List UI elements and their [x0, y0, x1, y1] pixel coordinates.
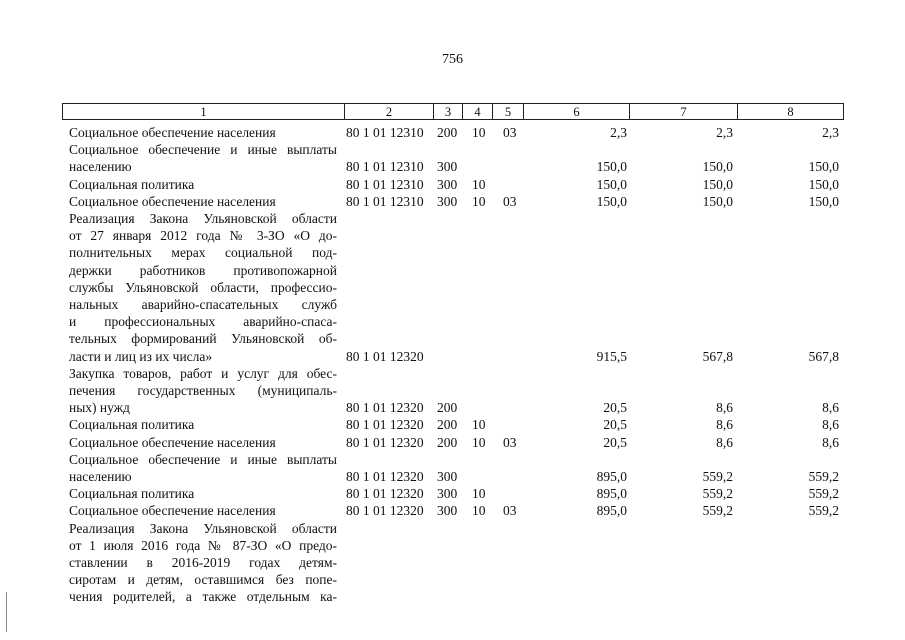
row-subsection: 03: [503, 503, 517, 519]
row-name: полнительных мерах социальной под-: [69, 245, 337, 261]
table-row: [0, 571, 905, 588]
row-value-col7: 150,0: [702, 176, 733, 192]
row-expense-type: 200: [437, 417, 458, 433]
row-value-col6: 150,0: [596, 193, 627, 209]
header-cell: 6: [523, 104, 629, 119]
row-name: тельных формирований Ульяновской об-: [69, 331, 337, 347]
row-name: нальных аварийно-спасательных служб: [69, 297, 337, 312]
row-name: ных) нужд: [69, 400, 130, 416]
table-row: [0, 279, 905, 296]
row-name: населению: [69, 159, 132, 175]
row-value-col7: 2,3: [716, 125, 733, 140]
row-value-col7: 150,0: [702, 159, 733, 175]
table-row: [0, 399, 905, 416]
row-section: 10: [472, 503, 486, 519]
row-value-col6: 20,5: [603, 434, 627, 450]
row-value-col8: 567,8: [808, 348, 839, 364]
row-section: 10: [472, 486, 486, 502]
header-cell: 7: [629, 104, 737, 119]
table-row: [0, 485, 905, 502]
table-row: [0, 262, 905, 279]
row-code: 80 1 01 12310: [346, 193, 424, 209]
row-value-col6: 895,0: [596, 503, 627, 519]
row-value-col7: 150,0: [702, 193, 733, 209]
row-name: ласти и лиц из их числа»: [69, 348, 213, 364]
row-name: Социальное обеспечение и иные выплаты: [69, 451, 337, 467]
row-expense-type: 200: [437, 125, 458, 140]
row-value-col6: 915,5: [596, 348, 627, 364]
row-code: 80 1 01 12320: [346, 503, 424, 519]
row-section: 10: [472, 417, 486, 433]
row-value-col8: 150,0: [808, 193, 839, 209]
row-code: 80 1 01 12320: [346, 434, 424, 450]
row-value-col6: 895,0: [596, 486, 627, 502]
row-name: Реализация Закона Ульяновской области: [69, 520, 337, 536]
row-subsection: 03: [503, 125, 517, 140]
row-value-col6: 20,5: [603, 417, 627, 433]
row-value-col7: 8,6: [716, 434, 733, 450]
row-name: Социальная политика: [69, 176, 195, 192]
row-subsection: 03: [503, 434, 517, 450]
table-row: [0, 502, 905, 519]
row-expense-type: 300: [437, 159, 458, 175]
table-row: [0, 434, 905, 451]
row-value-col8: 150,0: [808, 176, 839, 192]
table-row: [0, 313, 905, 330]
row-expense-type: 300: [437, 193, 458, 209]
row-subsection: 03: [503, 193, 517, 209]
row-name: держки работников противопожарной: [69, 262, 337, 278]
row-name: Социальное обеспечение населения: [69, 125, 276, 140]
row-value-col8: 2,3: [822, 125, 839, 140]
row-name: Реализация Закона Ульяновской области: [69, 211, 337, 226]
row-value-col7: 8,6: [716, 400, 733, 416]
row-value-col7: 8,6: [716, 417, 733, 433]
table-row: [0, 348, 905, 365]
row-value-col6: 150,0: [596, 159, 627, 175]
row-code: 80 1 01 12320: [346, 348, 424, 364]
table-row: [0, 468, 905, 485]
row-name: Социальное обеспечение и иные выплаты: [69, 142, 337, 158]
row-name: печения государственных (муниципаль-: [69, 383, 337, 398]
table-row: [0, 176, 905, 193]
row-name: службы Ульяновской области, профессио-: [69, 279, 337, 295]
row-value-col8: 8,6: [822, 400, 839, 416]
row-code: 80 1 01 12310: [346, 176, 424, 192]
row-value-col8: 8,6: [822, 434, 839, 450]
row-section: 10: [472, 125, 486, 140]
row-value-col8: 559,2: [808, 503, 839, 519]
row-expense-type: 300: [437, 469, 458, 484]
row-value-col6: 20,5: [603, 400, 627, 416]
table-row: [0, 330, 905, 347]
row-name: Социальная политика: [69, 417, 195, 433]
table-row: [0, 520, 905, 537]
header-cell: 4: [462, 104, 492, 119]
row-name: населению: [69, 469, 132, 484]
row-name: от 1 июля 2016 года № 87-ЗО «О предо-: [69, 537, 337, 553]
header-cell: 2: [344, 104, 433, 119]
row-value-col6: 150,0: [596, 176, 627, 192]
margin-line: [6, 592, 7, 632]
row-code: 80 1 01 12320: [346, 486, 424, 502]
row-expense-type: 300: [437, 503, 458, 519]
table-row: [0, 210, 905, 227]
row-name: сиротам и детям, оставшимся без попе-: [69, 572, 337, 588]
table-row: [0, 244, 905, 261]
row-name: чения родителей, а также отдельным ка-: [69, 589, 337, 605]
row-name: и профессиональных аварийно-спаса-: [69, 314, 337, 330]
table-row: [0, 124, 905, 141]
row-code: 80 1 01 12320: [346, 469, 424, 484]
row-name: от 27 января 2012 года № 3-ЗО «О до-: [69, 228, 337, 244]
row-name: Социальное обеспечение населения: [69, 193, 276, 209]
table-row: [0, 451, 905, 468]
table-row: [0, 365, 905, 382]
table-row: [0, 193, 905, 210]
header-cell: 1: [200, 105, 207, 119]
row-code: 80 1 01 12320: [346, 417, 424, 433]
row-value-col8: 559,2: [808, 469, 839, 484]
row-value-col6: 895,0: [596, 469, 627, 484]
table-row: [0, 554, 905, 571]
row-expense-type: 200: [437, 434, 458, 450]
row-value-col8: 559,2: [808, 486, 839, 502]
row-section: 10: [472, 434, 486, 450]
table-row: [0, 158, 905, 175]
row-name: Социальное обеспечение населения: [69, 503, 276, 519]
table-row: [0, 296, 905, 313]
row-value-col7: 559,2: [702, 503, 733, 519]
header-cell: 5: [492, 104, 523, 119]
row-name: Социальная политика: [69, 486, 195, 502]
table-row: [0, 227, 905, 244]
table-row: [0, 141, 905, 158]
table-row: [0, 588, 905, 605]
row-name: Закупка товаров, работ и услуг для обес-: [69, 365, 337, 381]
row-expense-type: 300: [437, 176, 458, 192]
row-section: 10: [472, 176, 486, 192]
table-row: [0, 416, 905, 433]
header-cell: 3: [433, 104, 462, 119]
row-code: 80 1 01 12310: [346, 159, 424, 175]
table-header: [62, 103, 844, 120]
row-expense-type: 300: [437, 486, 458, 502]
page-number: 756: [442, 52, 463, 67]
table-row: [0, 537, 905, 554]
row-expense-type: 200: [437, 400, 458, 416]
row-value-col7: 559,2: [702, 469, 733, 484]
row-section: 10: [472, 193, 486, 209]
row-name: ставлении в 2016-2019 годах детям-: [69, 555, 337, 570]
row-value-col8: 8,6: [822, 417, 839, 433]
row-value-col7: 559,2: [702, 486, 733, 502]
row-value-col7: 567,8: [702, 348, 733, 364]
table-row: [0, 382, 905, 399]
header-cell: 8: [737, 104, 843, 119]
row-value-col8: 150,0: [808, 159, 839, 175]
row-code: 80 1 01 12310: [346, 125, 424, 140]
row-name: Социальное обеспечение населения: [69, 434, 276, 450]
row-code: 80 1 01 12320: [346, 400, 424, 416]
row-value-col6: 2,3: [610, 125, 627, 140]
